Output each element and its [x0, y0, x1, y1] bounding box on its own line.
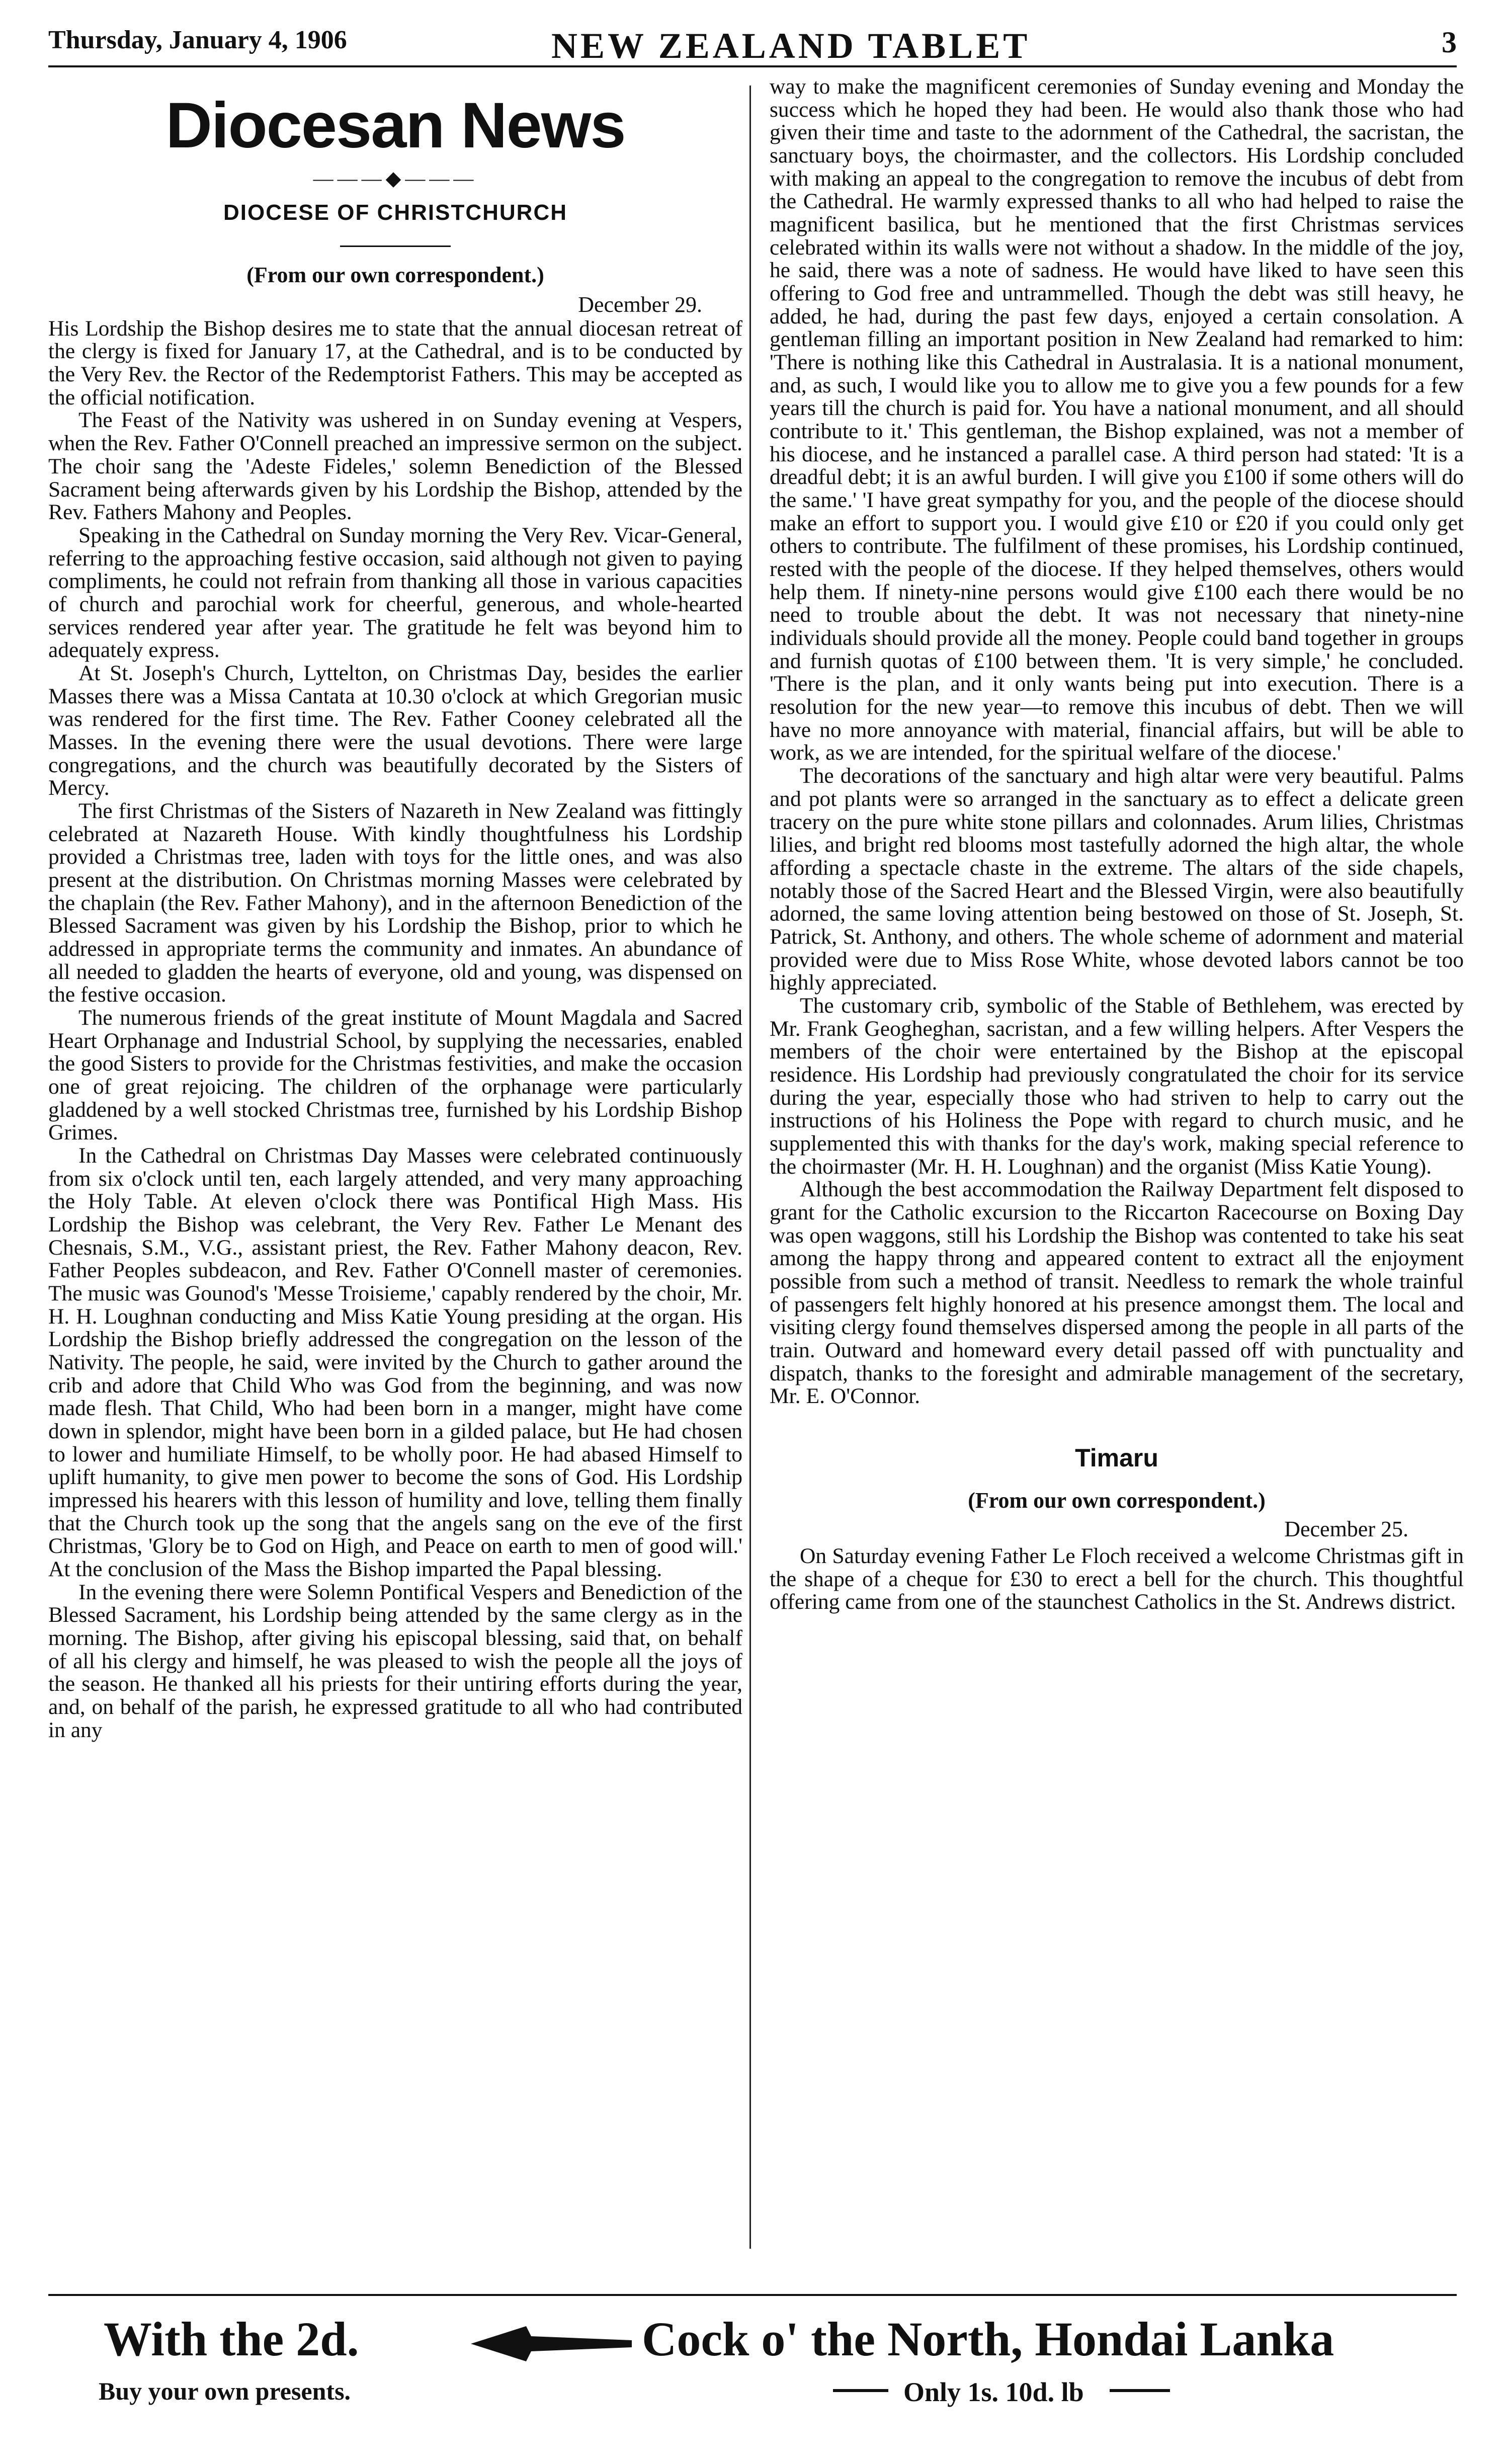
ad-right-price: Only 1s. 10d. lb — [903, 2377, 1084, 2407]
column-divider — [749, 86, 751, 2249]
page-number: 3 — [1442, 26, 1457, 59]
price-rule-left — [833, 2389, 888, 2392]
dateline: December 29. — [578, 292, 702, 317]
ad-left-headline: With the 2d. — [104, 2312, 359, 2366]
price-rule-right — [1110, 2389, 1170, 2392]
timaru-correspondent: (From our own correspondent.) — [968, 1488, 1266, 1513]
article-paragraph: The Feast of the Nativity was ushered in on Sunday evening at Vespers, when the Rev. Father O'Connell preached an impressive sermon on the subject. The choir sang the 'Adeste Fideles,' solemn Benediction of the Blessed Sacrament being afterwards given by his Lordship the Bishop, attended by the Rev. Fathers Mahony and Peoples. — [48, 408, 742, 525]
article-paragraph: Speaking in the Cathedral on Sunday morning the Very Rev. Vicar-General, referring to the approaching festive occasion, said although not given to paying compliments, he could not refrain from thanking all those in various capacities of church and parochial work for cheerful, generous, and whole-hearted services rendered year after year. The gratitude he felt was beyond him to adequately express. — [48, 523, 742, 663]
ad-left-subline: Buy your own presents. — [99, 2377, 351, 2405]
diamond-ornament-icon: ———◆——— — [313, 167, 478, 190]
diocese-heading: DIOCESE OF CHRISTCHURCH — [223, 200, 568, 225]
timaru-dateline: December 25. — [1284, 1516, 1408, 1541]
divider — [340, 245, 451, 247]
article-paragraph: The customary crib, symbolic of the Stable of Bethlehem, was erected by Mr. Frank Geogheghan, sacristan, and a few willing helpers. After Vespers the members of the choir were entertained by the Bishop at the episcopal residence. His Lordship had previously congratulated the choir for its service during the year, especially those who had striven to help to carry out the instructions of his Holiness the Pope with regard to church music, and he supplemented this with thanks for the day's work, making special reference to the choirmaster (Mr. H. H. Loughnan) and the organist (Miss Katie Young). — [770, 993, 1464, 1179]
article-paragraph: His Lordship the Bishop desires me to state that the annual diocesan retreat of the clergy is fixed for January 17, at the Cathedral, and is to be conducted by the Very Rev. the Rector of the Redemptorist Fathers. This may be accepted as the official notification. — [48, 316, 742, 409]
article-paragraph: At St. Joseph's Church, Lyttelton, on Christmas Day, besides the earlier Masses there was a Missa Cantata at 10.30 o'clock at which Gregorian music was rendered for the first time. The Rev. Father Cooney celebrated all the Masses. In the evening there were the usual devotions. There were large congregations, and the church was beautifully decorated by the Sisters of Mercy. — [48, 661, 742, 800]
article-paragraph: The decorations of the sanctuary and high altar were very beautiful. Palms and pot plants were so arranged in the sanctuary as to effect a delicate green tracery on the pure white stone pillars and colonnades. Arum lilies, Christmas lilies, and bright red blooms most tastefully adorned the high altar, the whole affording a spectacle chaste in the extreme. The altars of the side chapels, notably those of the Sacred Heart and the Blessed Virgin, were also beautifully adorned, the same loving attention being bestowed on those of St. Joseph, St. Patrick, St. Anthony, and others. The whole scheme of adornment and material provided were due to Miss Rose White, whose devoted labors cannot be too highly appreciated. — [770, 764, 1464, 995]
left-column — [48, 75, 742, 2254]
arrow-pointer-icon — [466, 2316, 637, 2371]
article-paragraph: In the evening there were Solemn Pontifical Vespers and Benediction of the Blessed Sacrament, his Lordship being attended by the same clergy as in the morning. The Bishop, after giving his episcopal blessing, said that, on behalf of all his clergy and himself, he was pleased to wish the people all the joys of the season. He thanked all his priests for their untiring efforts during the year, and, on behalf of the parish, he expressed gratitude to all who had contributed in any — [48, 1580, 742, 1742]
timaru-heading: Timaru — [1075, 1443, 1158, 1472]
article-paragraph: Although the best accommodation the Railway Department felt disposed to grant for the Catholic excursion to the Riccarton Racecourse on Boxing Day was open waggons, still his Lordship the Bishop was contented to take his seat among the happy throng and appeared content to extract all the enjoyment possible from such a method of transit. Needless to remark the whole trainful of passengers felt highly honored at his presence amongst them. The local and visiting clergy found themselves dispersed among the people in all parts of the train. Outward and homeward every detail passed off with punctuality and dispatch, thanks to the foresight and admirable management of the secretary, Mr. E. O'Connor. — [770, 1177, 1464, 1409]
page-header — [48, 20, 1457, 67]
article-paragraph: The numerous friends of the great institute of Mount Magdala and Sacred Heart Orphanage and Industrial School, by supplying the necessaries, enabled the good Sisters to provide for the Christmas festivities, and make the occasion one of great rejoicing. The children of the orphanage were particularly gladdened by a well stocked Christmas tree, furnished by his Lordship Bishop Grimes. — [48, 1005, 742, 1145]
ad-right-headline: Cock o' the North, Hondai Lanka — [642, 2312, 1334, 2366]
correspondent-line: (From our own correspondent.) — [246, 262, 544, 287]
article-paragraph: way to make the magnificent ceremonies of Sunday evening and Monday the success which he hoped they had been. He would also thank those who had given their time and taste to the adornment of the Cathedral, the sacristan, the sanctuary boys, the choirmaster, and the collectors. His Lordship concluded with making an appeal to the congregation to remove the incubus of debt from the Cathedral. He warmly expressed thanks to all who had helped to raise the magnificent basilica, but he mentioned that the first Christmas services celebrated within its walls were not without a shadow. In the middle of the joy, he said, there was a note of sadness. He would have liked to have seen this offering to God free and untrammelled. Though the debt was still heavy, he added, he had, during the past few days, enjoyed a certain consolation. A gentleman filling an important position in New Zealand had remarked to him: 'There is nothing like this Cathedral in Australasia. It is a national monument, and, as such, I would like you to allow me to give you a few pounds for a few years till the church is paid for. You have a national monument, and all should contribute to it.' This gentleman, the Bishop explained, was not a member of his diocese, and he instanced a parallel case. A third person had stated: 'It is a dreadful debt; it is an awful burden. I will give you £100 if some others will do the same.' 'I have great sympathy for you, and the people of the diocese should make an effort to support you. I would give £10 or £20 if you could only get others to contribute. The fulfilment of these promises, his Lordship continued, rested with the people of the diocese. If they helped themselves, others would help them. If ninety-nine persons would give £100 each there would be no need to trouble about the debt. It was not necessary that ninety-nine individuals should provide all the money. People could band together in groups and furnish quotas of £100 between them. 'It is very simple,' he concluded. 'There is the plan, and it only wants being put into execution. There is a resolution for the new year—to remove this incubus of debt. Then we will have no more annoyance with material, financial affairs, but will be able to work, as we are intended, for the spiritual welfare of the diocese.' — [770, 75, 1464, 765]
newspaper-title: NEW ZEALAND TABLET — [551, 26, 1031, 66]
timaru-paragraph: On Saturday evening Father Le Floch received a welcome Christmas gift in the shape of a cheque for £30 to erect a bell for the church. This thoughtful offering came from one of the staunchest Catholics in the St. Andrews district. — [770, 1543, 1464, 1614]
right-column — [770, 75, 1464, 2254]
issue-date: Thursday, January 4, 1906 — [48, 26, 347, 54]
article-paragraph: In the Cathedral on Christmas Day Masses were celebrated continuously from six o'clock until ten, each largely attended, and very many approaching the Holy Table. At eleven o'clock there was Pontifical High Mass. His Lordship the Bishop was celebrant, the Very Rev. Father Le Menant des Chesnais, S.M., V.G., assistant priest, the Rev. Father Mahony deacon, Rev. Father Peoples subdeacon, and Rev. Father O'Connell master of ceremonies. The music was Gounod's 'Messe Troisieme,' capably rendered by the choir, Mr. H. H. Loughnan conducting and Miss Katie Young presiding at the organ. His Lordship the Bishop briefly addressed the congregation on the lesson of the Nativity. The people, he said, were invited by the Church to gather around the crib and adore that Child Who was God from the beginning, and was now made flesh. That Child, Who had been born in a manger, might have come down in splendor, might have been born in a gilded palace, but He had chosen to lower and humiliate Himself, to be wholly poor. He had abased Himself to uplift humanity, to give men power to become the sons of God. His Lordship impressed his hearers with this lesson of humility and love, telling them finally that the Church took up the song that the angels sang on the eve of the first Christmas, 'Glory be to God on High, and Peace on earth to men of good will.' At the conclusion of the Mass the Bishop imparted the Papal blessing. — [48, 1143, 742, 1582]
article-paragraph: The first Christmas of the Sisters of Nazareth in New Zealand was fittingly celebrated at Nazareth House. With kindly thoughtfulness his Lordship provided a Christmas tree, laden with toys for the little ones, and was also present at the distribution. On Christmas morning Masses were celebrated by the chaplain (the Rev. Father Mahony), and in the afternoon Benediction of the Blessed Sacrament was given by his Lordship the Bishop, prior to which he addressed in appropriate terms the community and inmates. An abundance of all needed to gladden the hearts of everyone, old and young, was dispensed on the festive occasion. — [48, 798, 742, 1007]
section-title: Diocesan News — [165, 90, 625, 161]
advertisement-banner — [48, 2294, 1457, 2457]
